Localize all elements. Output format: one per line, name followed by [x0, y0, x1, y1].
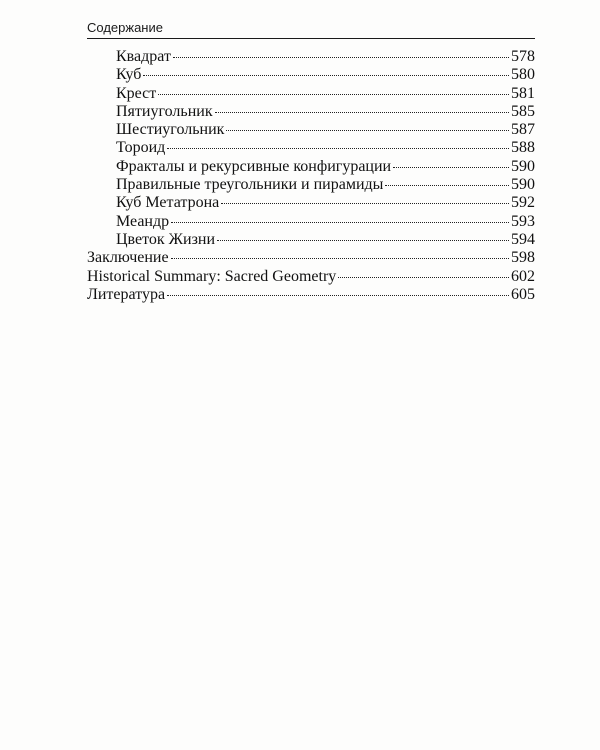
dot-leader: [217, 240, 509, 241]
toc-entry: [87, 103, 535, 121]
toc-entry: [87, 213, 535, 231]
dot-leader: [171, 222, 509, 223]
toc-entry: [87, 121, 535, 139]
toc-entry-title: Куб Метатрона: [116, 194, 220, 212]
toc-entry-page-number: 590: [511, 176, 535, 194]
dot-leader: [338, 277, 509, 278]
toc-entry: [87, 249, 535, 267]
table-of-contents: [87, 48, 535, 304]
toc-entry: [87, 194, 535, 212]
dot-leader: [167, 148, 509, 149]
toc-entry-title: Цветок Жизни: [116, 230, 216, 248]
toc-entry-title: Пятиугольник: [116, 102, 213, 120]
dot-leader: [215, 112, 509, 113]
dot-leader: [221, 203, 509, 204]
toc-entry-page-number: 598: [511, 249, 535, 267]
dot-leader: [171, 258, 509, 259]
toc-entry-title: Куб: [116, 66, 142, 84]
toc-entry: [87, 158, 535, 176]
dot-leader: [167, 295, 509, 296]
toc-entry-page-number: 602: [511, 267, 535, 285]
toc-entry-page-number: 588: [511, 139, 535, 157]
toc-entry-page-number: 578: [511, 48, 535, 65]
toc-entry-title: Тороид: [116, 139, 166, 157]
dot-leader: [158, 94, 509, 95]
toc-entry: [87, 66, 535, 84]
toc-entry-page-number: 594: [511, 230, 535, 248]
toc-entry-title: Historical Summary: Sacred Geometry: [87, 267, 337, 285]
toc-entry-page-number: 580: [511, 66, 535, 84]
running-header: Содержание: [87, 20, 535, 39]
toc-entry-title: Меандр: [116, 212, 170, 230]
toc-entry: [87, 176, 535, 194]
toc-entry-page-number: 593: [511, 212, 535, 230]
toc-entry-page-number: 605: [511, 285, 535, 303]
toc-entry-title: Квадрат: [116, 48, 171, 65]
toc-entry-title: Правильные треугольники и пирамиды: [116, 176, 384, 194]
toc-entry-title: Литература: [87, 285, 166, 303]
toc-entry: [87, 85, 535, 103]
dot-leader: [173, 57, 509, 58]
toc-entry: [87, 231, 535, 249]
toc-entry-page-number: 592: [511, 194, 535, 212]
dot-leader: [393, 167, 509, 168]
toc-entry-page-number: 585: [511, 102, 535, 120]
toc-entry-page-number: 587: [511, 121, 535, 139]
dot-leader: [226, 130, 509, 131]
dot-leader: [143, 75, 509, 76]
toc-entry: [87, 139, 535, 157]
toc-entry-title: Заключение: [87, 249, 169, 267]
toc-entry-title: Крест: [116, 84, 157, 102]
toc-entry: [87, 48, 535, 66]
toc-entry: [87, 286, 535, 304]
toc-entry-title: Фракталы и рекурсивные конфигурации: [116, 157, 392, 175]
toc-entry-title: Шестиугольник: [116, 121, 225, 139]
toc-entry: [87, 268, 535, 286]
toc-entry-page-number: 581: [511, 84, 535, 102]
dot-leader: [385, 185, 509, 186]
toc-entry-page-number: 590: [511, 157, 535, 175]
